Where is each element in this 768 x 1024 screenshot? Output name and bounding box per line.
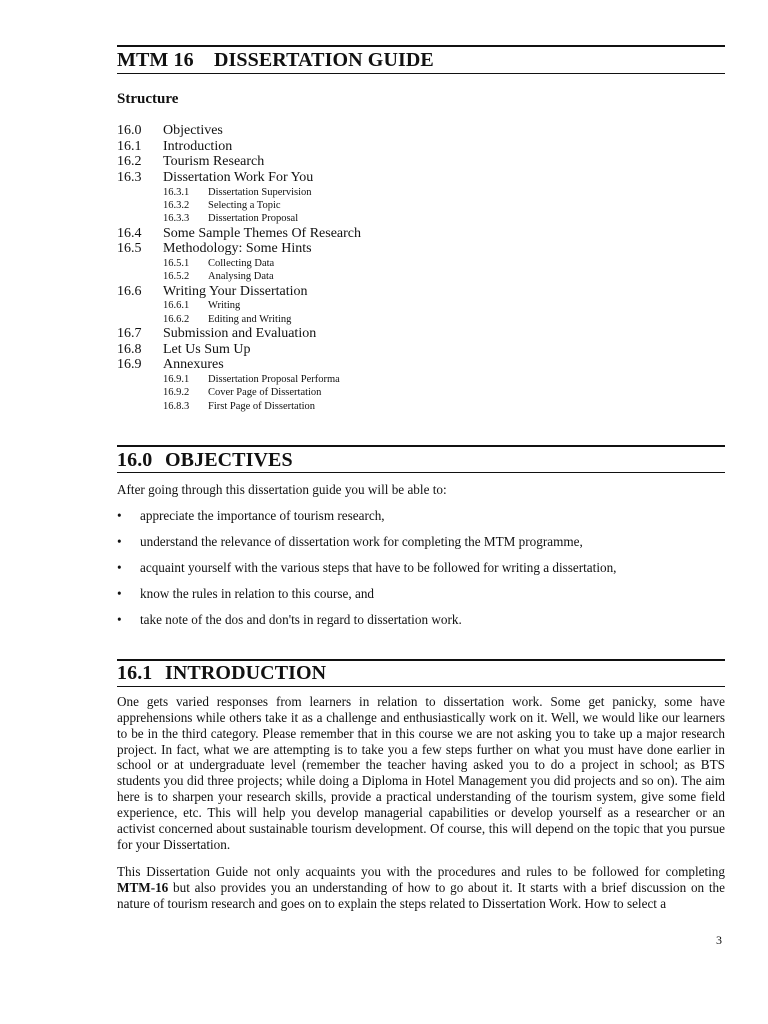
introduction-heading <box>117 662 326 684</box>
toc-subentry <box>117 386 725 399</box>
toc-title: Submission and Evaluation <box>163 326 317 341</box>
objectives-top-rule <box>117 445 725 447</box>
toc-title: Some Sample Themes Of Research <box>163 225 362 241</box>
objective-item <box>117 508 725 524</box>
toc-number: 16.3 <box>117 170 142 186</box>
toc-subentry <box>117 199 725 212</box>
page-number: 3 <box>716 933 722 947</box>
toc-entry <box>117 139 725 155</box>
toc-subentry <box>117 257 725 270</box>
objective-item <box>117 612 725 628</box>
objectives-title: OBJECTIVES <box>165 449 293 471</box>
toc-entry <box>117 241 725 257</box>
toc-title: Writing Your Dissertation <box>163 283 308 299</box>
introduction-bottom-rule <box>117 686 725 687</box>
toc-title: Let Us Sum Up <box>163 341 251 357</box>
toc-number: 16.1 <box>117 138 142 154</box>
bullet-icon: • <box>117 612 122 627</box>
toc-subentry <box>117 186 725 199</box>
toc-number: 16.4 <box>117 225 142 241</box>
toc-title: Dissertation Work For You <box>163 170 314 186</box>
bullet-icon: • <box>117 508 122 523</box>
toc-number: 16.2 <box>117 154 142 170</box>
bullet-icon: • <box>117 586 122 601</box>
objective-item <box>117 586 725 602</box>
toc-number: 16.9 <box>117 357 142 373</box>
toc-title: Cover Page of Dissertation <box>208 387 322 399</box>
objectives-intro: After going through this dissertation guide you will be able to: <box>117 482 447 497</box>
objectives-number: 16.0 <box>117 449 153 471</box>
objective-item <box>117 560 725 576</box>
toc-entry <box>117 342 725 358</box>
toc-number: 16.3.3 <box>163 213 190 225</box>
objective-text: understand the relevance of dissertation work for completing the MTM programme, <box>140 534 583 549</box>
toc-title: Analysing Data <box>208 271 274 283</box>
toc-title: Annexures <box>163 357 224 373</box>
toc-entry <box>117 154 725 170</box>
toc-number: 16.5.1 <box>163 258 190 270</box>
course-code-bold: MTM-16 <box>117 879 169 895</box>
objective-text: take note of the dos and don'ts in regard to dissertation work. <box>140 612 462 627</box>
toc-number: 16.8 <box>117 341 142 357</box>
objective-item <box>117 534 725 550</box>
toc-entry <box>117 170 725 186</box>
paragraph-2-text-b: but also provides you an understanding of how to go about it. It starts with a brief discussion on the nature of tourism research and goes on to explain the steps related to Dissertation Work. How to select a <box>117 879 725 911</box>
toc-number: 16.6 <box>117 283 142 299</box>
toc-number: 16.6.2 <box>163 313 190 325</box>
introduction-top-rule <box>117 659 725 661</box>
top-rule <box>117 45 725 47</box>
bullet-icon: • <box>117 560 122 575</box>
toc-title: Editing and Writing <box>208 313 292 325</box>
toc-subentry <box>117 212 725 225</box>
toc-number: 16.3.1 <box>163 186 190 198</box>
header-bottom-rule <box>117 73 725 74</box>
toc-number: 16.8.3 <box>163 400 190 412</box>
toc-title: First Page of Dissertation <box>208 400 316 412</box>
toc-title: Methodology: Some Hints <box>163 241 312 257</box>
bullet-icon: • <box>117 534 122 549</box>
toc-subentry <box>117 299 725 312</box>
toc-entry <box>117 123 725 139</box>
objective-text: know the rules in relation to this course, and <box>140 586 375 601</box>
structure-title: Structure <box>117 91 179 107</box>
objectives-heading <box>117 449 293 471</box>
chapter-header <box>117 49 434 71</box>
toc-title: Introduction <box>163 138 233 154</box>
objective-text: acquaint yourself with the various steps that have to be followed for writing a dissertation, <box>140 560 617 575</box>
toc-entry <box>117 284 725 300</box>
toc-entry <box>117 357 725 373</box>
toc-entry <box>117 226 725 242</box>
toc-subentry <box>117 373 725 386</box>
toc-entry <box>117 326 725 342</box>
toc-title: Dissertation Supervision <box>208 186 312 198</box>
toc-title: Collecting Data <box>208 258 275 270</box>
toc-number: 16.7 <box>117 326 142 341</box>
chapter-number: MTM 16 <box>117 49 194 71</box>
introduction-paragraph-2 <box>117 864 725 912</box>
toc-number: 16.5 <box>117 241 142 257</box>
toc-subentry <box>117 313 725 326</box>
toc-subentry <box>117 400 725 413</box>
introduction-paragraph-1: One gets varied responses from learners in relation to dissertation work. Some get panicky, some have apprehensions while others take it as a challenge and enthusiastically work on it. Well, we would like our learners to be in the third category. Please remember that in this course we are not asking you to take up a major research project. In fact, what we are attempting is to take you a few steps further on what you must have done earlier in school or at undergraduate level (remember the teacher having asked you to do a project in school; as BTS students you did three projects; while doing a Diploma in Hotel Management you did projects and so on). The aim here is to sharpen your research skills, provide a practical understanding of the tourism system, give some field experience, etc. This will help you develop managerial capabilities or develop yourself as a researcher or an activist concerned about sustainable tourism development. Of course, this will depend on the topic that you pursue for your Dissertation. <box>117 694 725 852</box>
paragraph-2-text-a: This Dissertation Guide not only acquaints you with the procedures and rules to be followed for completing <box>117 864 725 879</box>
toc-number: 16.6.1 <box>163 300 190 312</box>
toc-title: Objectives <box>163 123 223 138</box>
objectives-bottom-rule <box>117 472 725 473</box>
introduction-number: 16.1 <box>117 662 153 684</box>
objective-text: appreciate the importance of tourism research, <box>140 508 385 523</box>
objectives-list <box>117 508 725 628</box>
toc-number: 16.0 <box>117 123 142 138</box>
toc-title: Writing <box>208 300 241 312</box>
introduction-title: INTRODUCTION <box>165 662 327 684</box>
toc-number: 16.3.2 <box>163 200 190 212</box>
toc-title: Dissertation Proposal <box>208 213 299 225</box>
toc-title: Tourism Research <box>163 154 265 170</box>
toc-number: 16.9.1 <box>163 374 190 386</box>
toc-number: 16.5.2 <box>163 271 190 283</box>
toc-subentry <box>117 270 725 283</box>
toc-number: 16.9.2 <box>163 387 190 399</box>
toc-title: Selecting a Topic <box>208 200 281 212</box>
chapter-title: DISSERTATION GUIDE <box>214 49 434 71</box>
table-of-contents <box>117 123 725 413</box>
toc-title: Dissertation Proposal Performa <box>208 374 340 386</box>
